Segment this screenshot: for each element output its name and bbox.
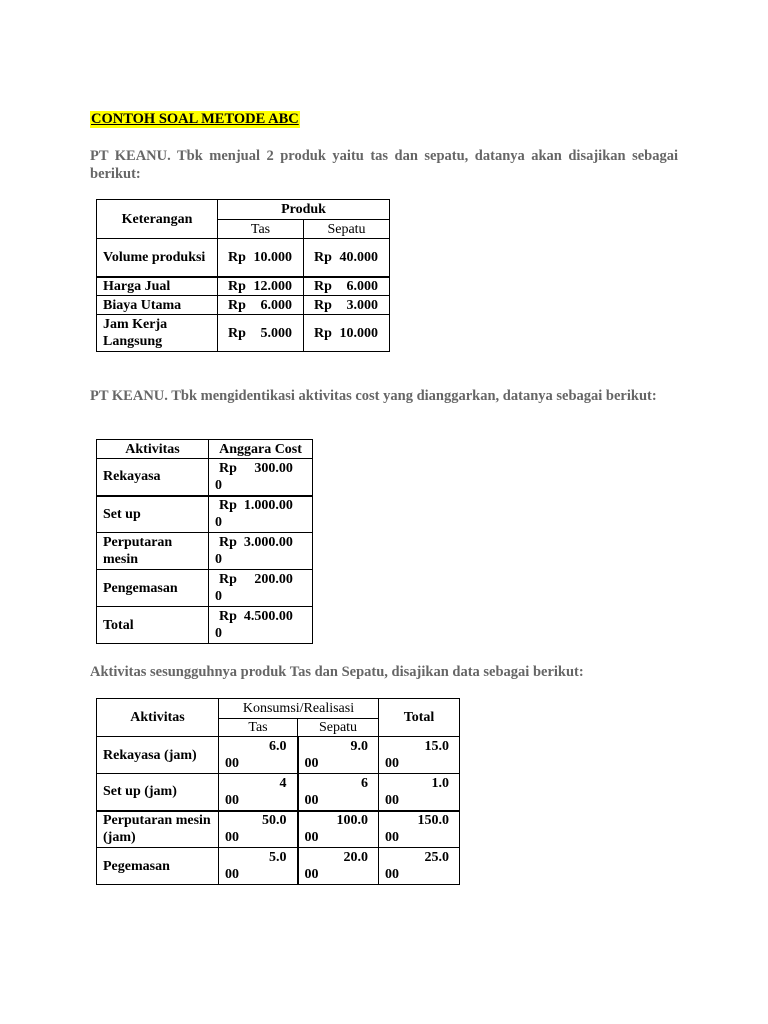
- intro-paragraph: PT KEANU. Tbk menjual 2 produk yaitu tas dan sepatu, datanya akan disajikan sebagai berikut:: [90, 148, 678, 182]
- header-keterangan: Keterangan: [97, 200, 218, 239]
- table-row: [97, 774, 460, 811]
- tas-value: Rp 6.000: [218, 296, 304, 315]
- row-label: Perputaran mesin: [97, 533, 209, 570]
- cost-value: Rp 200.00 0: [209, 570, 313, 607]
- header-aktivitas: Aktivitas: [97, 440, 209, 459]
- header-tas: Tas: [219, 719, 298, 737]
- table-row: [97, 607, 313, 644]
- sepatu-value: 6 00: [298, 774, 379, 811]
- cost-value: Rp 300.00 0: [209, 459, 313, 496]
- row-label: Pegemasan: [97, 848, 219, 885]
- row-label: Biaya Utama: [97, 296, 218, 315]
- table-row: [97, 533, 313, 570]
- table-row: [97, 239, 390, 277]
- table-row: [97, 848, 460, 885]
- tas-value: Rp 12.000: [218, 277, 304, 296]
- total-value: 1.0 00: [379, 774, 460, 811]
- table-row: [97, 296, 390, 315]
- header-total: Total: [379, 699, 460, 737]
- sepatu-value: Rp 40.000: [304, 239, 390, 277]
- total-value: 15.0 00: [379, 737, 460, 774]
- tas-value: Rp 5.000: [218, 315, 304, 352]
- tas-value: 50.0 00: [219, 811, 298, 848]
- table-row: [97, 737, 460, 774]
- row-label: Rekayasa: [97, 459, 209, 496]
- table-row: [97, 570, 313, 607]
- header-sepatu: Sepatu: [304, 220, 390, 239]
- product-table: [96, 199, 390, 352]
- sepatu-value: 20.0 00: [298, 848, 379, 885]
- sepatu-value: 9.0 00: [298, 737, 379, 774]
- row-label: Pengemasan: [97, 570, 209, 607]
- sepatu-value: Rp 6.000: [304, 277, 390, 296]
- budget-table: [96, 439, 313, 644]
- row-label: Harga Jual: [97, 277, 218, 296]
- header-sepatu: Sepatu: [298, 719, 379, 737]
- sepatu-value: 100.0 00: [298, 811, 379, 848]
- table-row: [97, 811, 460, 848]
- table-row: [97, 459, 313, 496]
- header-konsumsi: Konsumsi/Realisasi: [219, 699, 379, 719]
- row-label: Set up: [97, 496, 209, 533]
- tas-value: Rp 10.000: [218, 239, 304, 277]
- sepatu-value: Rp 10.000: [304, 315, 390, 352]
- document-heading: CONTOH SOAL METODE ABC: [91, 111, 299, 127]
- cost-value: Rp 4.500.00 0: [209, 607, 313, 644]
- table-row: [97, 315, 390, 352]
- table-row: [97, 277, 390, 296]
- row-label: Jam Kerja Langsung: [97, 315, 218, 352]
- cost-value: Rp 3.000.00 0: [209, 533, 313, 570]
- cost-value: Rp 1.000.00 0: [209, 496, 313, 533]
- header-aktivitas: Aktivitas: [97, 699, 219, 737]
- tas-value: 4 00: [219, 774, 298, 811]
- header-produk: Produk: [218, 200, 390, 220]
- tas-value: 5.0 00: [219, 848, 298, 885]
- table-row: [97, 496, 313, 533]
- row-label: Set up (jam): [97, 774, 219, 811]
- row-label: Volume produksi: [97, 239, 218, 277]
- activity-paragraph: PT KEANU. Tbk mengidentikasi aktivitas cost yang dianggarkan, datanya sebagai berikut:: [90, 388, 657, 404]
- header-anggaran: Anggara Cost: [209, 440, 313, 459]
- row-label: Total: [97, 607, 209, 644]
- total-value: 150.0 00: [379, 811, 460, 848]
- total-value: 25.0 00: [379, 848, 460, 885]
- row-label: Perputaran mesin (jam): [97, 811, 219, 848]
- realization-table: [96, 698, 460, 885]
- header-tas: Tas: [218, 220, 304, 239]
- row-label: Rekayasa (jam): [97, 737, 219, 774]
- sepatu-value: Rp 3.000: [304, 296, 390, 315]
- tas-value: 6.0 00: [219, 737, 298, 774]
- realization-paragraph: Aktivitas sesungguhnya produk Tas dan Sepatu, disajikan data sebagai berikut:: [90, 664, 584, 680]
